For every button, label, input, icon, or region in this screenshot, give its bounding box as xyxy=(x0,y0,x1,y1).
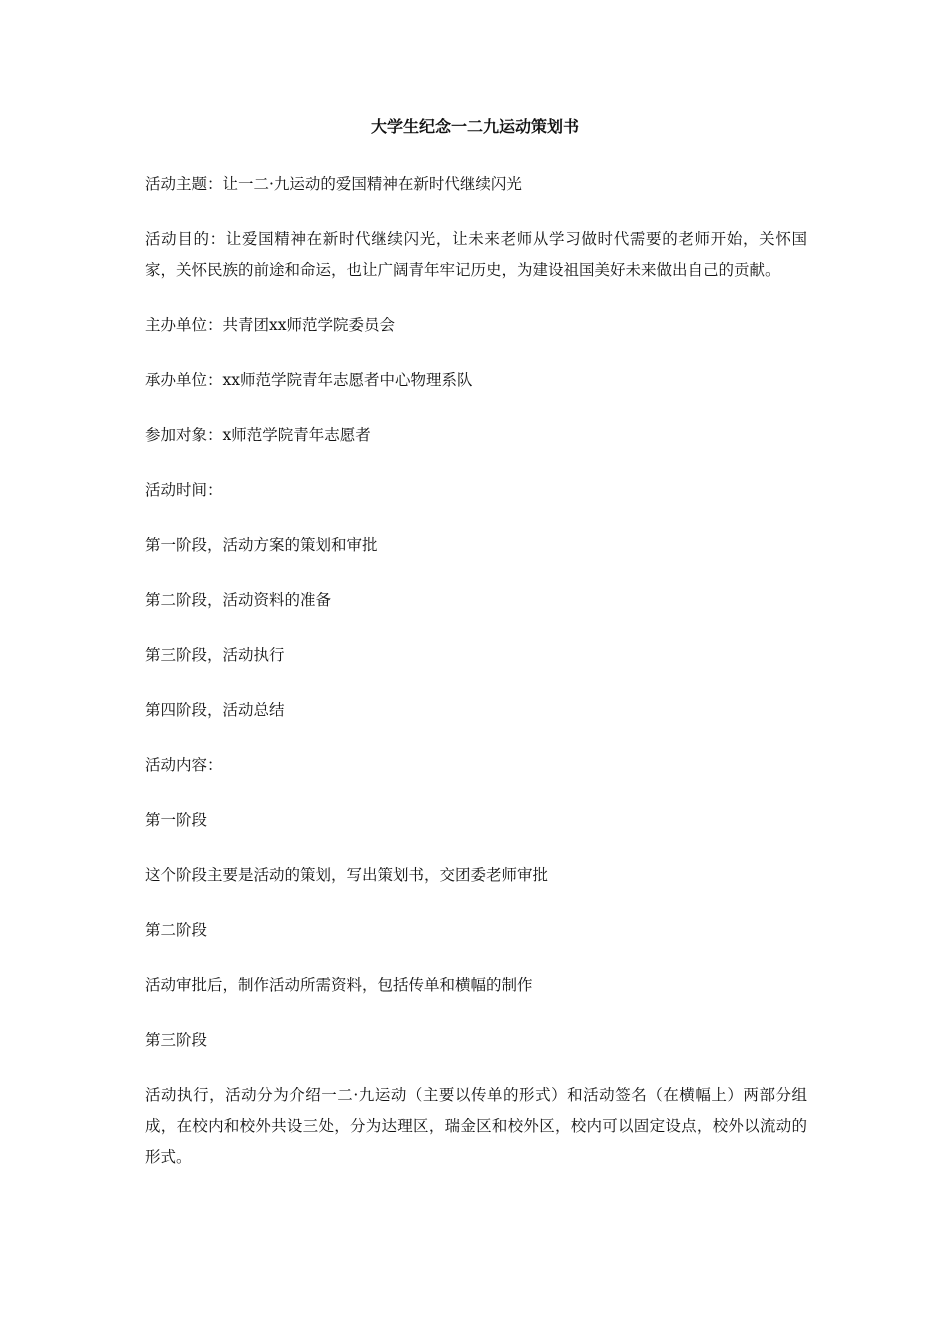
paragraph-organizer: 主办单位：共青团xx师范学院委员会 xyxy=(145,316,395,334)
paragraph-participants: 参加对象：x师范学院青年志愿者 xyxy=(145,426,371,444)
paragraph-phase-3-heading: 第三阶段 xyxy=(145,1031,208,1049)
paragraph-phase-2-body: 活动审批后，制作活动所需资料，包括传单和横幅的制作 xyxy=(145,976,533,994)
paragraph-purpose: 活动目的：让爱国精神在新时代继续闪光，让未来老师从学习做时代需要的老师开始，关怀国家，关怀民族的前途和命运，也让广阔青年牢记历史，为建设祖国美好未来做出自己的贡献。 xyxy=(145,230,807,279)
paragraph-stage-4: 第四阶段，活动总结 xyxy=(145,701,285,719)
document-body xyxy=(145,169,807,1197)
paragraph-phase-1-body: 这个阶段主要是活动的策划，写出策划书，交团委老师审批 xyxy=(145,866,549,884)
paragraph-time-heading: 活动时间： xyxy=(145,481,223,499)
paragraph-phase-3-body: 活动执行，活动分为介绍一二·九运动（主要以传单的形式）和活动签名（在横幅上）两部分组成，在校内和校外共设三处，分为达理区，瑞金区和校外区，校内可以固定设点，校外以流动的形式。 xyxy=(145,1086,807,1166)
document-title: 大学生纪念一二九运动策划书 xyxy=(370,117,579,136)
paragraph-phase-2-heading: 第二阶段 xyxy=(145,921,208,939)
paragraph-host: 承办单位：xx师范学院青年志愿者中心物理系队 xyxy=(145,371,473,389)
paragraph-stage-1: 第一阶段，活动方案的策划和审批 xyxy=(145,536,378,554)
paragraph-content-heading: 活动内容： xyxy=(145,756,223,774)
paragraph-theme: 活动主题：让一二·九运动的爱国精神在新时代继续闪光 xyxy=(145,175,522,193)
paragraph-stage-2: 第二阶段，活动资料的准备 xyxy=(145,591,332,609)
paragraph-stage-3: 第三阶段，活动执行 xyxy=(145,646,285,664)
paragraph-phase-1-heading: 第一阶段 xyxy=(145,811,208,829)
